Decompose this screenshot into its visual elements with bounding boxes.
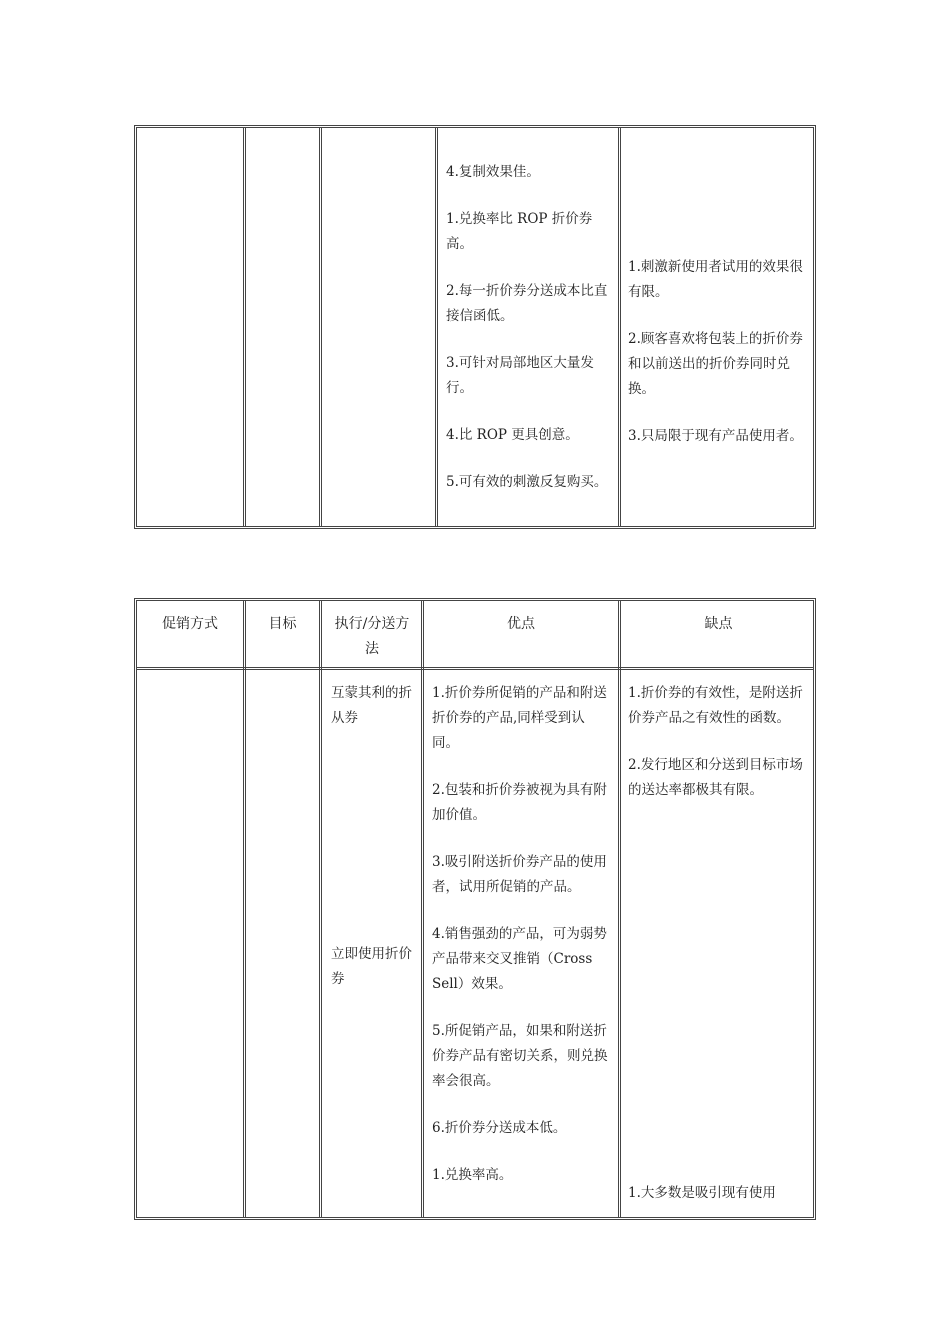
table-2: [134, 598, 816, 1220]
disadvantage-item: 1.刺激新使用者试用的效果很有限。: [628, 259, 803, 300]
header-advantages: 优点: [507, 616, 535, 632]
table-1-divider: [618, 128, 621, 526]
advantage-item: 1.兑换率比 ROP 折价券高。: [446, 211, 593, 252]
table-1-advantages-cell: [446, 160, 610, 517]
table-2-divider: [421, 601, 424, 1217]
advantage-item: 1.兑换率高。: [432, 1167, 513, 1183]
table-1-divider: [243, 128, 246, 526]
table-1-disadvantages-cell: [628, 255, 808, 471]
table-1-divider: [319, 128, 322, 526]
advantage-item: 1.折价券所促销的产品和附送折价券的产品,同样受到认同。: [432, 685, 607, 751]
table-1: [134, 125, 816, 529]
advantage-item: 4.复制效果佳。: [446, 164, 540, 180]
disadvantage-item: 3.只局限于现有产品使用者。: [628, 428, 803, 444]
table-1-divider: [435, 128, 438, 526]
advantage-item: 3.可针对局部地区大量发行。: [446, 355, 594, 396]
advantage-item: 2.每一折价券分送成本比直接信函低。: [446, 283, 608, 324]
header-distribution: 执行/分送方法: [334, 616, 410, 657]
table-2-header-divider: [137, 667, 813, 670]
distribution-item: 互蒙其利的折从券: [331, 685, 412, 726]
table-2-divider: [319, 601, 322, 1217]
advantage-item: 4.比 ROP 更具创意。: [446, 427, 579, 443]
disadvantage-item: 2.发行地区和分送到目标市场的送达率都极其有限。: [628, 757, 803, 798]
table-2-divider: [243, 601, 246, 1217]
disadvantage-item: 1.大多数是吸引现有使用: [628, 1185, 776, 1201]
table-2-disadvantages-cell: [628, 681, 808, 825]
advantage-item: 3.吸引附送折价券产品的使用者，试用所促销的产品。: [432, 854, 607, 895]
disadvantage-item: 1.折价券的有效性，是附送折价券产品之有效性的函数。: [628, 685, 803, 726]
table-2-divider: [618, 601, 621, 1217]
header-disadvantages: 缺点: [704, 616, 733, 632]
header-method: 促销方式: [162, 616, 218, 632]
disadvantage-item: 2.顾客喜欢将包装上的折价券和以前送出的折价券同时兑换。: [628, 331, 803, 397]
advantage-item: 4.销售强劲的产品，可为弱势产品带来交叉推销（Cross Sell）效果。: [432, 926, 607, 992]
advantage-item: 5.所促销产品，如果和附送折价券产品有密切关系，则兑换率会很高。: [432, 1023, 608, 1089]
distribution-item: 立即使用折价券: [331, 946, 412, 987]
advantage-item: 6.折价券分送成本低。: [432, 1120, 567, 1136]
advantage-item: 5.可有效的刺激反复购买。: [446, 474, 608, 490]
advantage-item: 2.包装和折价券被视为具有附加价值。: [432, 782, 607, 823]
table-2-advantages-cell: [432, 681, 610, 1210]
header-goal: 目标: [268, 616, 297, 632]
